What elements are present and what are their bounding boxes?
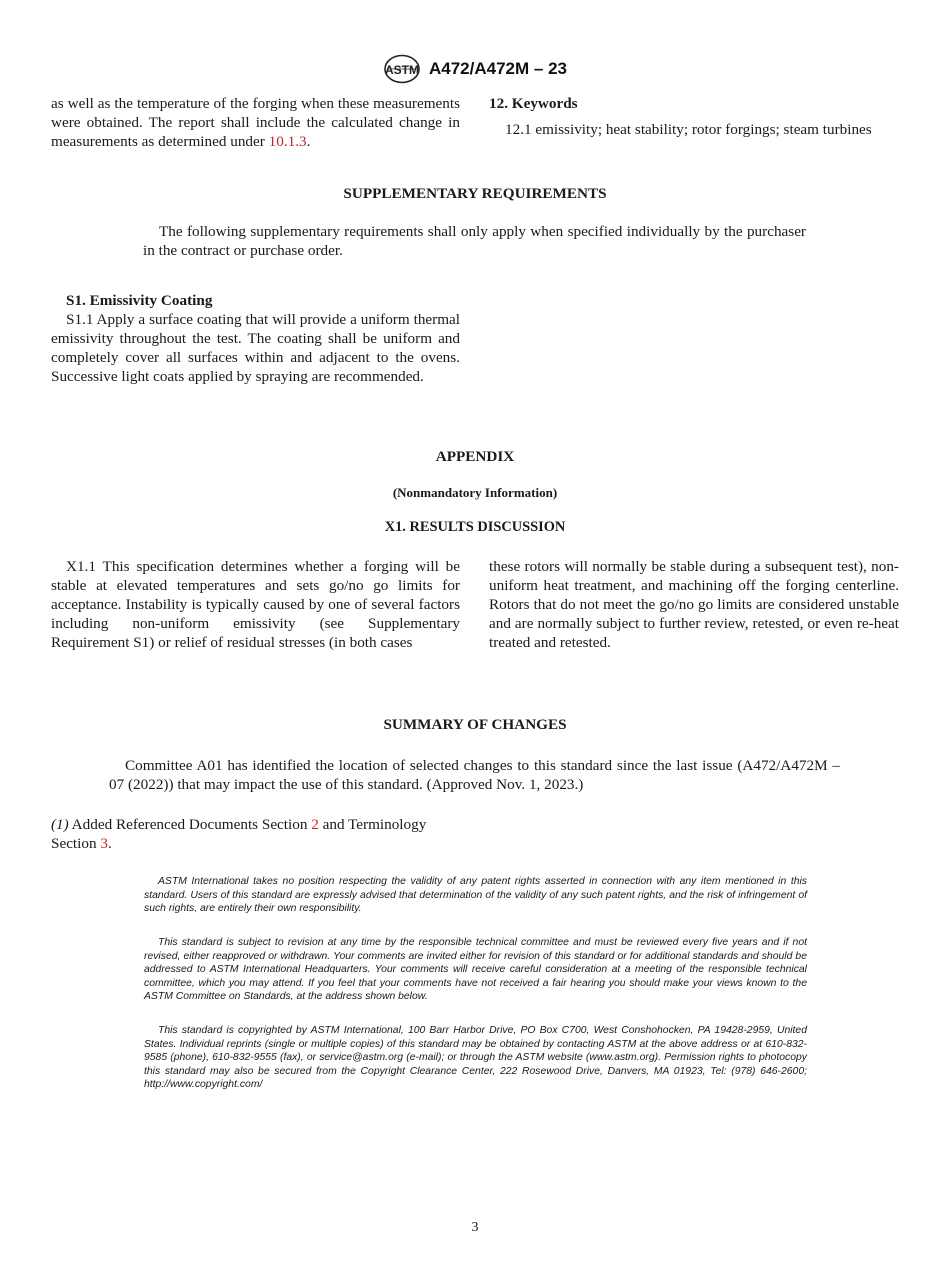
continued-paragraph: as well as the temperature of the forging when these measurements were obtained. The report shall include the calculated change in measurements as determined under 10.1.3. <box>51 95 460 150</box>
summary-heading: SUMMARY OF CHANGES <box>383 716 567 733</box>
astm-logo-icon <box>383 54 421 84</box>
page-header <box>0 54 950 89</box>
section-link-3[interactable]: 3 <box>100 835 108 852</box>
patent-notice: ASTM International takes no position respecting the validity of any patent rights asserted in connection with any item mentioned in this standard. Users of this standard are expressly advised that determination of the validity of any such patent rights, and the risk of infringement of such rights, are entirely their own responsibility. <box>144 876 807 915</box>
copyright-notice: This standard is copyrighted by ASTM International, 100 Barr Harbor Drive, PO Box C700, West Conshohocken, PA 19428-2959, United States. Individual reprints (single or multiple copies) of this standard may be obtained by contacting ASTM at the above address or at 610-832-9585 (phone), 610-832-9555 (fax), or service@astm.org (e-mail); or through the ASTM website (www.astm.org). Permission rights to photocopy this standard may also be secured from the Copyright Clearance Center, 222 Rosewood Drive, Danvers, MA 01923, Tel: (978) 646-2600; http://www.copyright.com/ <box>144 1025 807 1091</box>
keywords-heading: 12. Keywords <box>489 95 578 112</box>
supplementary-heading: SUPPLEMENTARY REQUIREMENTS <box>343 185 607 202</box>
page-number: 3 <box>471 1220 479 1235</box>
x1-heading: X1. RESULTS DISCUSSION <box>384 519 566 535</box>
change-item: (1) Added Referenced Documents Section 2 and Terminology Section 3. <box>51 816 427 852</box>
appendix-subheading: (Nonmandatory Information) <box>392 485 558 500</box>
supplementary-intro: The following supplementary requirements shall only apply when specified individually by the purchaser in the contract or purchase order. <box>143 223 806 259</box>
standard-designation: A472/A472M – 23 <box>429 59 567 78</box>
x1-left-column: X1.1 This specification determines whether a forging will be stable at elevated temperatures and sets go/no go limits for acceptance. Instability is typically caused by one of several factors including non-uniform emissivity (see Supplementary Requirement S1) or relief of residual stresses (in both cases <box>51 558 460 651</box>
revision-notice: This standard is subject to revision at any time by the responsible technical committee and must be reviewed every five years and if not revised, either reapproved or withdrawn. Your comments are invited either for revision of this standard or for additional standards and should be addressed to ASTM International Headquarters. Your comments will receive careful consideration at a meeting of the responsible technical committee, which you may attend. If you feel that your comments have not received a fair hearing you should make your views known to the ASTM Committee on Standards, at the address shown below. <box>144 937 807 1003</box>
section-link-2[interactable]: 2 <box>311 816 319 833</box>
s1-text: S1.1 Apply a surface coating that will provide a uniform thermal emissivity throughout the test. The coating shall be uniform and completely cover all surfaces within and adjacent to the ovens. Successive light coats applied by spraying are recommended. <box>51 311 460 385</box>
svg-text:ASTM: ASTM <box>385 63 419 77</box>
s1-heading: S1. Emissivity Coating <box>66 292 213 309</box>
keywords-text: 12.1 emissivity; heat stability; rotor forgings; steam turbines <box>505 121 872 138</box>
x1-right-column: these rotors will normally be stable during a subsequent test), non-uniform heat treatment, and machining off the forging centerline. Rotors that do not meet the go/no go limits are considered unstable and are normally subject to further review, retested, or even re-heat treated and retested. <box>489 558 899 651</box>
section-link-10-1-3[interactable]: 10.1.3 <box>268 133 307 150</box>
summary-intro: Committee A01 has identified the location of selected changes to this standard since the last issue (A472/A472M – 07 (2022)) that may impact the use of this standard. (Approved Nov. 1, 2023.) <box>109 757 840 793</box>
appendix-heading: APPENDIX <box>435 448 515 465</box>
